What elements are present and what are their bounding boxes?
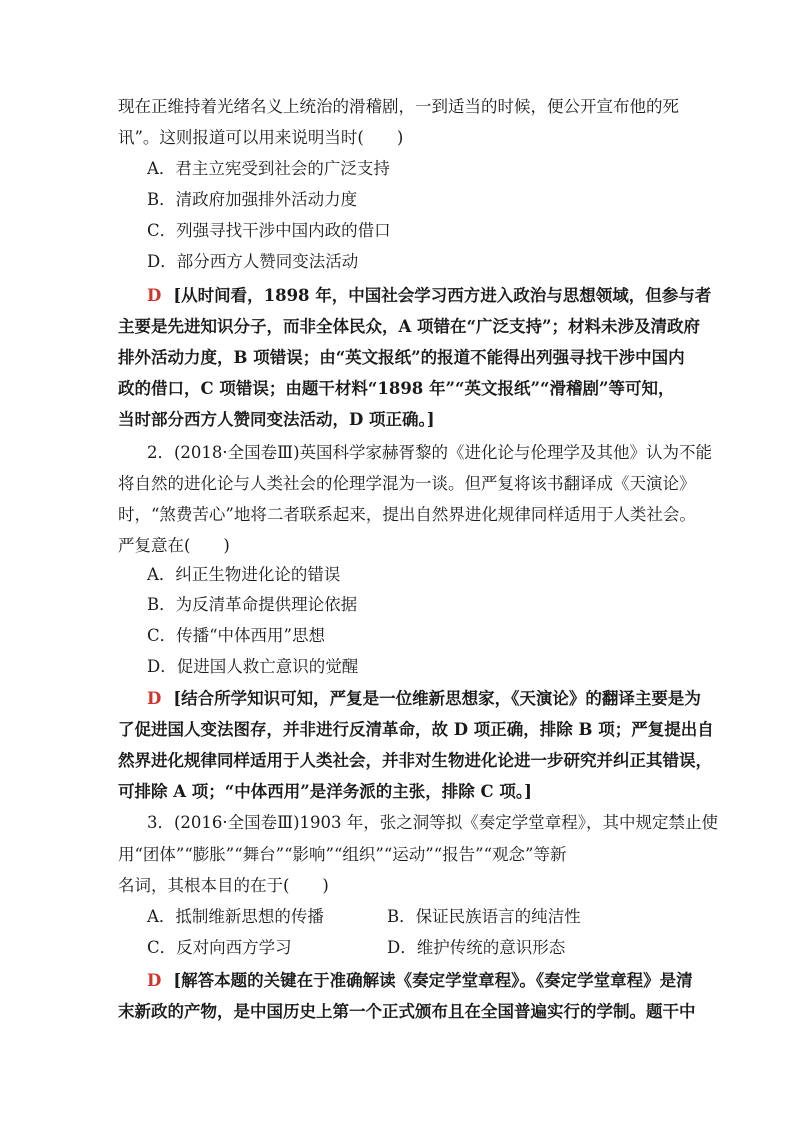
q3-stem-line-1: 3．(2016·全国卷Ⅲ)1903 年，张之洞等拟《奏定学堂章程》，其中规定禁止使 <box>147 813 719 832</box>
q2-stem-line-1: 2．(2018·全国卷Ⅲ)英国科学家赫胥黎的《进化论与伦理学及其他》认为不能 <box>147 443 713 462</box>
q1-explanation-line-4: 政的借口，C 项错误；由题干材料“1898 年”“英文报纸”“滑稽剧”等可知， <box>118 379 675 398</box>
q2-stem-line-4: 严复意在( ) <box>118 536 230 555</box>
q2-option-c: C．传播“中体西用”思想 <box>147 626 325 645</box>
q2-option-a: A．纠正生物进化论的错误 <box>147 565 341 584</box>
q1-explanation-line-2: 主要是先进知识分子，而非全体民众，A 项错在“广泛支持”；材料未涉及清政府 <box>118 317 701 336</box>
q2-option-b: B．为反清革命提供理论依据 <box>147 595 358 614</box>
q3-option-a: A．抵制维新思想的传播 <box>147 907 324 926</box>
q1-option-b: B．清政府加强排外活动力度 <box>147 190 358 209</box>
q1-explanation-line-3: 排外活动力度，B 项错误；由“英文报纸”的报道不能得出列强寻找干涉中国内 <box>118 348 685 367</box>
q3-stem-line-3: 名词，其根本目的在于( ) <box>118 876 329 895</box>
q1-stem-line-2: 讯”。这则报道可以用来说明当时( ) <box>118 128 404 147</box>
q2-explanation-line-4: 可排除 A 项；“中体西用”是洋务派的主张，排除 C 项。] <box>118 782 532 801</box>
q1-option-d: D．部分西方人赞同变法活动 <box>147 252 359 271</box>
q1-explanation-text: [从时间看，1898 年，中国社会学习西方进入政治与思想领域，但参与者 <box>173 286 712 305</box>
q1-option-c: C．列强寻找干涉中国内政的借口 <box>147 221 391 240</box>
q3-option-b: B．保证民族语言的纯洁性 <box>387 907 581 926</box>
q2-explanation-line-2: 了促进国人变法图存，并非进行反清革命，故 D 项正确，排除 B 项；严复提出自 <box>118 720 714 739</box>
q1-stem-line-1: 现在正维持着光绪名义上统治的滑稽剧，一到适当的时候，便公开宣布他的死 <box>118 97 679 116</box>
q1-option-a: A．君主立宪受到社会的广泛支持 <box>147 159 390 178</box>
q3-option-d: D．维护传统的意识形态 <box>387 938 566 957</box>
q2-explanation-line-3: 然界进化规律同样适用于人类社会，并非对生物进化论进一步研究并纠正其错误， <box>118 751 712 770</box>
q1-explanation-line-1 <box>147 285 711 307</box>
q1-answer-letter: D <box>147 286 162 305</box>
q2-option-d: D．促进国人救亡意识的觉醒 <box>147 657 359 676</box>
q2-stem-line-3: 时，“煞费苦心”地将二者联系起来，提出自然界进化规律同样适用于人类社会。 <box>118 505 696 524</box>
q2-stem-line-2: 将自然的进化论与人类社会的伦理学混为一谈。但严复将该书翻译成《天演论》 <box>118 474 696 493</box>
q3-explanation-text: [解答本题的关键在于准确解读《奏定学堂章程》。《奏定学堂章程》是清 <box>173 971 693 990</box>
q3-stem-line-2: 用“团体”“膨胀”“舞台”“影响”“组织”“运动”“报告”“观念”等新 <box>118 845 567 864</box>
q3-answer-letter: D <box>147 971 162 990</box>
q2-explanation-line-1 <box>147 688 701 710</box>
q3-explanation-line-2: 末新政的产物，是中国历史上第一个正式颁布且在全国普遍实行的学制。题干中 <box>118 1002 696 1021</box>
q2-explanation-text: [结合所学知识可知，严复是一位维新思想家，《天演论》的翻译主要是为 <box>173 689 701 708</box>
q3-option-c: C．反对向西方学习 <box>147 938 292 957</box>
q2-answer-letter: D <box>147 689 162 708</box>
q1-explanation-line-5: 当时部分西方人赞同变法活动，D 项正确。] <box>118 410 435 429</box>
q3-explanation-line-1 <box>147 970 693 992</box>
